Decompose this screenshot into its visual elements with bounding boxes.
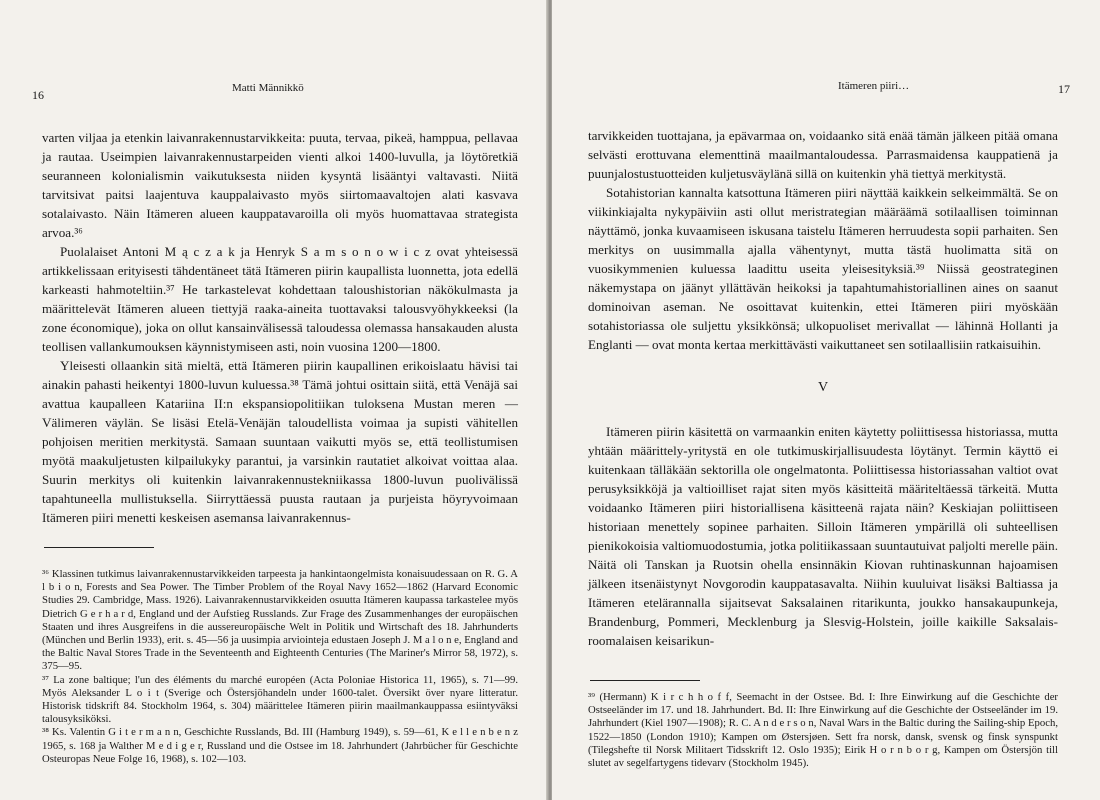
- running-head: Itämeren piiri…: [838, 80, 910, 92]
- left-footnotes: [42, 568, 518, 766]
- footnote-rule: [44, 547, 154, 548]
- right-page: [552, 0, 1100, 800]
- right-page-header: [588, 76, 1070, 96]
- footnote: ³⁶ Klassinen tutkimus laivanrakennustarvikkeiden tarpeesta ja hankintaongelmista konaisuudessaan on R. G. A l b i o n, Forests and Sea Power. The Timber Problem of the Royal Navy 1652—1862 (Harvard Economic Studies 29. Cambridge, Mass. 1926). Laivanrakennustarvikkeiden osuutta Itämeren kaupassa tarkastelee myös Dietrich G e r h a r d, England und der Aufstieg Russlands. Zur Frage des Zusammenhanges der europäischen Staaten und ihres Ausgreifens in die aussereuropäische Welt in Politik und Wirtschaft des 18. Jahrhunderts (München und Berlin 1933), erit. s. 45—56 ja uusimpia arviointeja edustaen Joseph J. M a l o n e, England and the Baltic Naval Stores Trade in the Seventeenth and Eighteenth Centuries (The Mariner's Mirror 58, 1972), s. 375—95.: [42, 568, 518, 673]
- footnote: ³⁸ Ks. Valentin G i t e r m a n n, Geschichte Russlands, Bd. III (Hamburg 1949), s. 59—61, K e l l e n b e n z 1965, s. 168 ja Walther M e d i g e r, Russland und die Ostsee im 18. Jahrhundert (Jahrbücher für Geschichte Osteuropas Neue Folge 16, 1968), s. 102—103.: [42, 726, 518, 765]
- left-page-header: [32, 78, 518, 102]
- running-head: Matti Männikkö: [232, 82, 304, 94]
- section-heading: V: [817, 380, 829, 395]
- paragraph: varten viljaa ja etenkin laivanrakennustarvikkeita: puuta, tervaa, pikeä, hamppua, pellavaa ja rautaa. Useimpien laivanrakennustarpeiden vienti alkoi 1400-luvulla, ja löytöretkiä seuranneen kolonialismin vaikutuksesta niiden kysyntä lisääntyi valtavasti. Niitä tarvitsivat paitsi laajentuva kauppalaivasto myös siirtomaavaltojen alati kasvava sotalaivasto. Näin Itämeren alueen kauppatavaroilla oli myös huomattavaa strategista arvoa.³⁶: [42, 130, 518, 240]
- paragraph: tarvikkeiden tuottajana, ja epävarmaa on, voidaanko sitä enää tämän jälkeen pitää omana selvästi erottuvana elementtinä maailmantaloudessa. Parrasmaidensa kauppatienä ja puunjalostustuotteiden kuljetusväylänä sillä on kuitenkin yhä tiettyä merkitystä.: [588, 128, 1058, 181]
- page-number: 16: [32, 88, 44, 102]
- paragraph: Yleisesti ollaankin sitä mieltä, että Itämeren piirin kaupallinen erikoislaatu hävisi tai ainakin pahasti heikentyi 1800-luvun kuluessa.³⁸ Tämä johtui osittain siitä, että Venäjä sai avattua kaupalleen Katariina II:n ekspansiopolitiikan tuloksena Mustan meren — Välimeren väylän. Se lisäsi Etelä-Venäjän taloudellista voimaa ja supisti vähitellen pohjoisen meritien merkitystä. Samaan suuntaan vaikutti myös se, että teollistumisen myötä maakuljetusten kilpailukyky parantui, ja varsinkin rautatiet alkoivat voittaa alaa. Suurin merkitys oli kuitenkin laivanrakennustekniikassa 1800-luvun puolivälissä tapahtuneella mullistuksella. Siirryttäessä puusta rautaan ja purjeista höyryvoimaan Itämeren piiri menetti keskeisen asemansa laivanrakennus-: [42, 358, 518, 525]
- paragraph: Puolalaiset Antoni M ą c z a k ja Henryk S a m s o n o w i c z ovat yhteisessä artikkelissaan erityisesti tähdentäneet tätä Itämeren piirin kaupallista luonnetta, jota edellä karkeasti hahmoteltiin.³⁷ He tarkastelevat kohdettaan taloushistorian näkökulmasta ja määrittelevät Itämeren alueen tiettyjä raaka-aineita tuottavaksi talousvyöhykkeeksi (la zone économique), joka on ollut kansainvälisessä taloudessa olemassa hansakauden alusta teollisen vallankumouksen käynnistymiseen asti, noin vuosina 1200—1800.: [42, 244, 518, 354]
- right-page-body: [588, 126, 1058, 650]
- page-number: 17: [1058, 82, 1070, 96]
- paragraph: Itämeren piirin käsitettä on varmaankin eniten käytetty poliittisessa historiassa, mutta yhtään määrittely-yritystä en ole tutkimuskirjallisuudesta löytänyt. Termin käyttö ei kuitenkaan tälläkään sektorilla ole ongelmatonta. Poliittisessa historiassahan valtiot ovat perusyksikköjä ja valtioilliset rajat siten myös käsitteitä määriteltäessä tärkeitä. Mutta voidaanko Itämeren piiri historiallisena käsitteenä rajata näin? Keskiajan poliittiseen historiaan menettely sopinee parhaiten. Silloin Itämeren ympärillä oli suhteellisen pienikokoisia valtiomuodostumia, jotka politiikassaan suuntautuivat paljolti merelle päin. Näitä oli Tanskan ja Ruotsin ohella ensinnäkin Kiovan ruhtinaskunnan hajoamisen jälkeen itsenäistynyt Novgorodin kauppatasavalta. Niihin kuuluivat lisäksi Baltiassa ja Itämeren etelärannalla sijaitsevat Saksalainen ritarikunta, joukko hansakaupunkeja, Brandenburg, Pommeri, Mecklenburg ja Slesvig-Holstein, joille kaikille Saksalais-roomalaisen keisarikun-: [588, 424, 1058, 648]
- left-page-body: [42, 128, 518, 527]
- right-footnotes: [588, 680, 1058, 770]
- footnote: ³⁷ La zone baltique; l'un des éléments du marché européen (Acta Poloniae Historica 11, 1965), s. 71—99. Myös Aleksander L o i t (Sverige och Östersjöhandeln under 1600-talet. Översikt över nyare litteratur. Historisk tidskrift 84. Stockholm 1964, s. 304) määrittelee Itämeren piirin maailmankauppassa esiintyväksi talousyksiköksi.: [42, 673, 518, 726]
- paragraph: Sotahistorian kannalta katsottuna Itämeren piiri näyttää kaikkein selkeimmältä. Se on viikinkiajalta nykypäiviin asti ollut meristrategian määräämä sotilaallisen toiminnan näyttämö, jonka kuvaamiseen iskusana taistelu Itämeren herruudesta sopii parhaiten. Sen merkitys on uusimmalla ajalla vähentynyt, mutta tästä huolimatta sitä on vuosikymmenien kuluessa laadittu useita yleisesityksiä.³⁹ Niissä geostrateginen näkemystapa on jäänyt yllättävän heikoksi ja tapahtumahistoriallinen aines on saanut dominoivan aseman. Ne osoittavat kuitenkin, ettei Itämeren piiri myöskään sotahistoriassa ole suljettu yksikkönsä; ulkopuoliset merivallat — lähinnä Hollanti ja Englanti — ovat monta kertaa merkittävästi vaikuttaneet sen sotilaallisiin ratkaisuihin.: [588, 185, 1058, 352]
- left-page: [0, 0, 548, 800]
- footnote: ³⁹ (Hermann) K i r c h h o f f, Seemacht in der Ostsee. Bd. I: Ihre Einwirkung auf die Geschichte der Ostseeländer im 17. und 18. Jahrhundert. Bd. II: Ihre Einwirkung auf die Geschichte der Ostseeländer im 19. Jahrhundert (Kiel 1907—1908); R. C. A n d e r s o n, Naval Wars in the Baltic during the Sailing-ship Epoch, 1522—1850 (London 1910); Kampen om Østersjøen. Sett fra norsk, dansk, svensk og finsk synspunkt (Tilegshefte til Norsk Militaert Tidsskrift 12. Oslo 1935); Eirik H o r n b o r g, Kampen om Östersjön till slutet av segelfartygens tidevarv (Stockholm 1945).: [588, 691, 1058, 770]
- footnote-rule: [590, 680, 700, 681]
